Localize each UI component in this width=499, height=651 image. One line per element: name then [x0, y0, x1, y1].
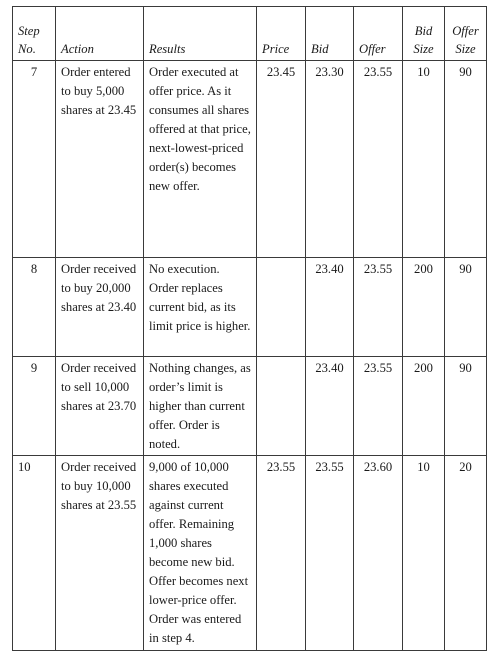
- table-row: [13, 61, 487, 258]
- table-row: [13, 456, 487, 651]
- header-results: Results: [144, 7, 257, 61]
- cell-offer-size: 90: [445, 357, 487, 456]
- cell-price: 23.55: [257, 456, 306, 651]
- cell-offer: 23.55: [354, 258, 403, 357]
- cell-price: 23.45: [257, 61, 306, 258]
- cell-step: 9: [13, 357, 56, 456]
- cell-bid-size: 200: [403, 357, 445, 456]
- cell-step: 8: [13, 258, 56, 357]
- header-offer-size: Offer Size: [445, 7, 487, 61]
- table-row: [13, 258, 487, 357]
- cell-bid: 23.40: [306, 258, 354, 357]
- cell-bid: 23.30: [306, 61, 354, 258]
- cell-bid-size: 10: [403, 61, 445, 258]
- cell-bid: 23.55: [306, 456, 354, 651]
- header-action: Action: [56, 7, 144, 61]
- cell-price: [257, 258, 306, 357]
- cell-results: No execution. Order replaces current bid, as its limit price is higher.: [144, 258, 257, 357]
- cell-action: Order received to buy 20,000 shares at 23.40: [56, 258, 144, 357]
- cell-offer-size: 90: [445, 61, 487, 258]
- cell-action: Order received to buy 10,000 shares at 23.55: [56, 456, 144, 651]
- order-book-table: [12, 6, 487, 651]
- cell-step: 7: [13, 61, 56, 258]
- cell-bid: 23.40: [306, 357, 354, 456]
- cell-offer: 23.60: [354, 456, 403, 651]
- cell-offer-size: 20: [445, 456, 487, 651]
- header-bid-size: Bid Size: [403, 7, 445, 61]
- cell-offer: 23.55: [354, 357, 403, 456]
- cell-offer-size: 90: [445, 258, 487, 357]
- header-offer: Offer: [354, 7, 403, 61]
- header-bid: Bid: [306, 7, 354, 61]
- header-step: Step No.: [13, 7, 56, 61]
- cell-bid-size: 200: [403, 258, 445, 357]
- cell-action: Order entered to buy 5,000 shares at 23.45: [56, 61, 144, 258]
- cell-results: 9,000 of 10,000 shares executed against current offer. Remaining 1,000 shares become new bid. Offer becomes next lower-price offer. Order was entered in step 4.: [144, 456, 257, 651]
- cell-step: 10: [13, 456, 56, 651]
- table-row: [13, 357, 487, 456]
- cell-action: Order received to sell 10,000 shares at 23.70: [56, 357, 144, 456]
- cell-price: [257, 357, 306, 456]
- cell-offer: 23.55: [354, 61, 403, 258]
- cell-bid-size: 10: [403, 456, 445, 651]
- cell-results: Order executed at offer price. As it consumes all shares offered at that price, next-lowest-priced order(s) becomes new offer.: [144, 61, 257, 258]
- table-header-row: [13, 7, 487, 61]
- cell-results: Nothing changes, as order’s limit is higher than current offer. Order is noted.: [144, 357, 257, 456]
- header-price: Price: [257, 7, 306, 61]
